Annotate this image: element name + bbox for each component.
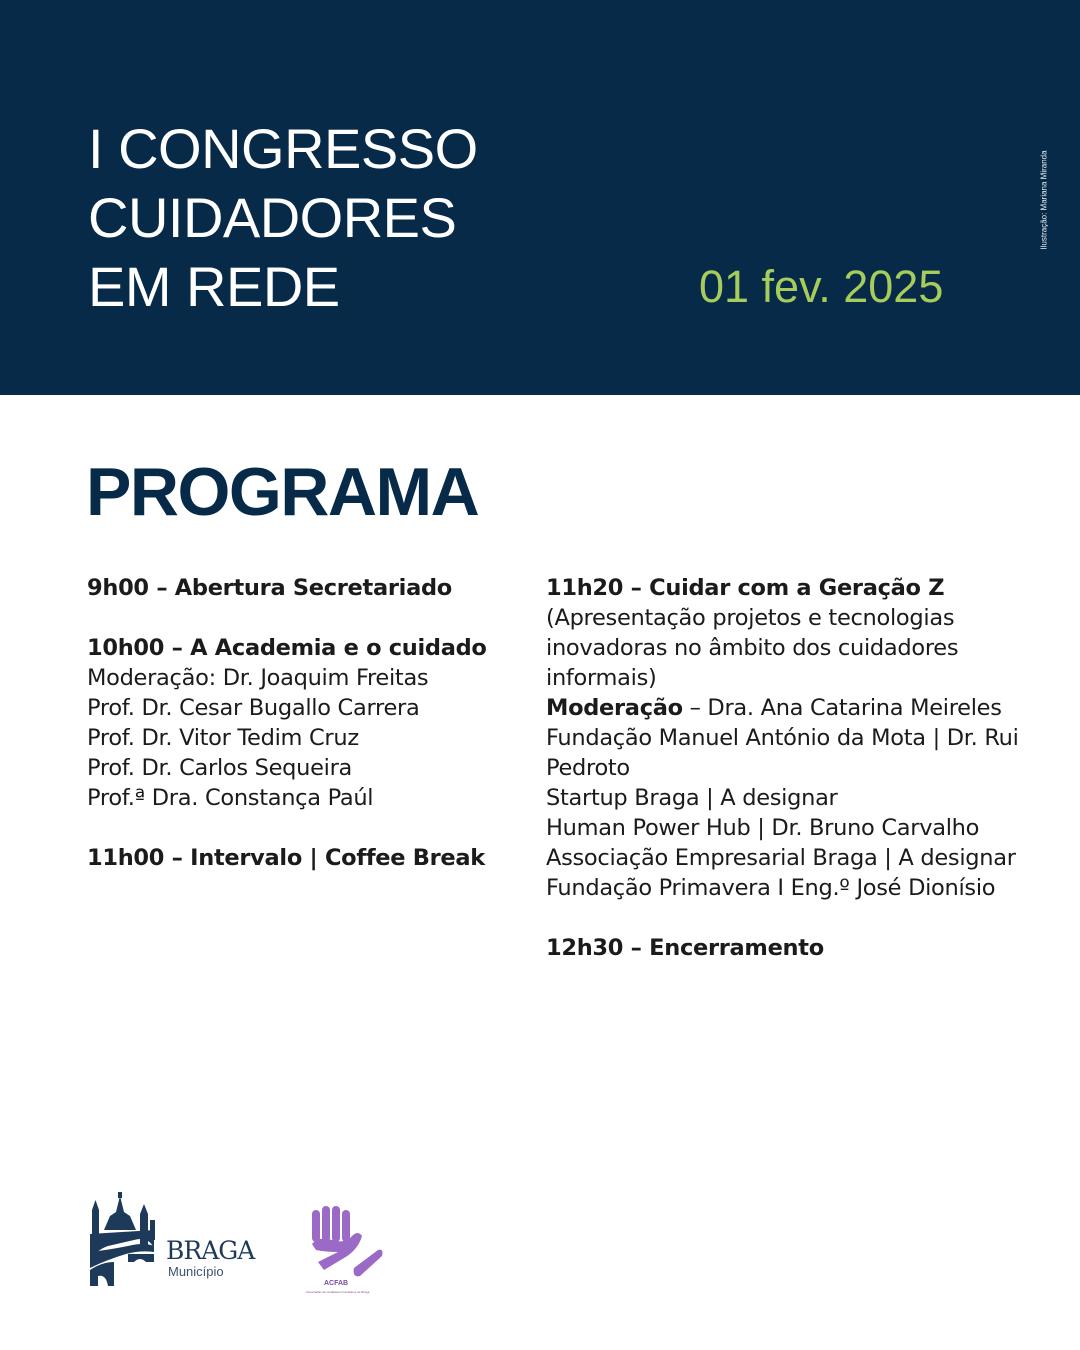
- moderation-name: – Dra. Ana Catarina Meireles: [682, 695, 1002, 721]
- program-item-detail: Prof.ª Dra. Constança Paúl: [87, 785, 374, 811]
- illustration-credit-text: Ilustração: Mariana Miranda: [1039, 150, 1049, 250]
- acfab-logo-name: ACFAB: [324, 1280, 349, 1287]
- sponsor-logos: [88, 1190, 408, 1300]
- moderation-label: Moderação: [546, 695, 683, 721]
- program-item-detail: Prof. Dr. Vitor Tedim Cruz: [87, 725, 359, 751]
- event-date: 01 fev. 2025: [699, 261, 944, 312]
- program-right-column: [546, 573, 1046, 963]
- program-item-detail: Pedroto: [546, 755, 630, 781]
- program-item-detail: Moderação: Dr. Joaquim Freitas: [87, 665, 429, 691]
- acfab-hand-logo-icon: [308, 1204, 388, 1284]
- program-left-column: [87, 573, 527, 873]
- event-title-line-3: EM REDE: [88, 255, 340, 318]
- program-item-detail: Human Power Hub | Dr. Bruno Carvalho: [546, 815, 980, 841]
- program-item-detail: (Apresentação projetos e tecnologias: [546, 605, 955, 631]
- braga-municipio-logo-icon: [88, 1190, 164, 1290]
- braga-logo-name: BRAGA: [166, 1236, 255, 1265]
- program-title: PROGRAMA: [86, 454, 479, 530]
- acfab-logo-tagline: Associação de Cuidadores Familiares de Braga: [306, 1290, 370, 1294]
- program-item-detail: Prof. Dr. Carlos Sequeira: [87, 755, 353, 781]
- program-item-detail: Startup Braga | A designar: [546, 785, 838, 811]
- program-item-time: 10h00 – A Academia e o cuidado: [87, 635, 487, 661]
- event-title-line-1: I CONGRESSO: [88, 117, 478, 180]
- program-item-time: 11h20 – Cuidar com a Geração Z: [546, 575, 945, 601]
- program-item-time: 12h30 – Encerramento: [546, 935, 824, 961]
- program-item-detail: Fundação Manuel António da Mota | Dr. Rui: [546, 725, 1019, 751]
- program-item-detail: inovadoras no âmbito dos cuidadores: [546, 635, 959, 661]
- program-item-detail: Fundação Primavera I Eng.º José Dionísio: [546, 875, 996, 901]
- program-item-detail: informais): [546, 665, 657, 691]
- program-item-detail: Associação Empresarial Braga | A designar: [546, 845, 1016, 871]
- braga-logo-subtitle: Município: [168, 1264, 224, 1279]
- header-banner: [0, 0, 1080, 395]
- program-item-moderation: [546, 693, 1046, 723]
- event-title: [88, 114, 478, 321]
- event-title-line-2: CUIDADORES: [88, 186, 457, 249]
- program-item-time: 11h00 – Intervalo | Coffee Break: [87, 845, 485, 871]
- program-item-time: 9h00 – Abertura Secretariado: [87, 575, 452, 601]
- program-item-detail: Prof. Dr. Cesar Bugallo Carrera: [87, 695, 420, 721]
